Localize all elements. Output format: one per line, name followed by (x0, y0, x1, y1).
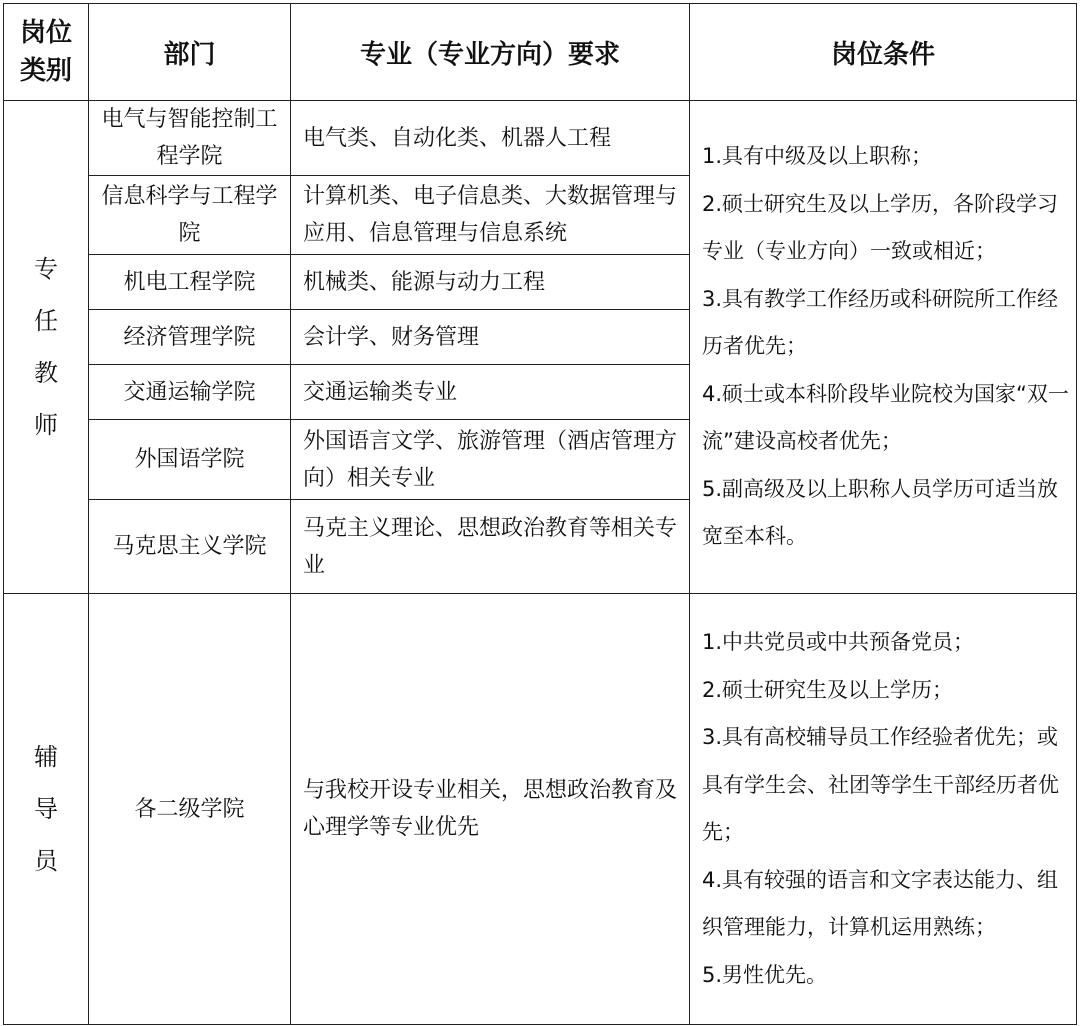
condition-item: 4.硕士或本科阶段毕业院校为国家“双一流”建设高校者优先； (702, 381, 1069, 454)
major-cell: 与我校开设专业相关，思想政治教育及心理学等专业优先 (291, 594, 690, 1025)
category-cell: 专任教师 (4, 101, 89, 594)
condition-item: 1.中共党员或中共预备党员； (702, 630, 975, 654)
header-condition: 岗位条件 (690, 4, 1077, 101)
recruitment-table (3, 3, 1077, 1025)
major-cell: 会计学、财务管理 (291, 310, 690, 365)
dept-cell: 外国语学院 (89, 420, 291, 500)
condition-cell (690, 101, 1077, 594)
major-cell: 马克主义理论、思想政治教育等相关专业 (291, 500, 690, 594)
table-row (4, 101, 1077, 176)
condition-item: 1.具有中级及以上职称； (702, 144, 933, 169)
condition-item: 2.硕士研究生及以上学历； (702, 677, 954, 702)
dept-cell: 经济管理学院 (89, 310, 291, 365)
condition-item: 5.副高级及以上职称人员学历可适当放宽至本科。 (702, 476, 1059, 549)
dept-cell: 电气与智能控制工程学院 (89, 101, 291, 176)
dept-cell: 机电工程学院 (89, 255, 291, 310)
header-major: 专业（专业方向）要求 (291, 4, 690, 101)
dept-cell: 各二级学院 (89, 594, 291, 1025)
major-cell: 机械类、能源与动力工程 (291, 255, 690, 310)
condition-item: 3.具有教学工作经历或科研院所工作经历者优先； (702, 286, 1059, 359)
header-dept: 部门 (89, 4, 291, 101)
major-cell: 计算机类、电子信息类、大数据管理与应用、信息管理与信息系统 (291, 176, 690, 255)
condition-item: 3.具有高校辅导员工作经验者优先；或具有学生会、社团等学生干部经历者优先； (702, 725, 1059, 844)
dept-cell: 交通运输学院 (89, 365, 291, 420)
header-category: 岗位类别 (4, 4, 89, 101)
category-cell: 辅导员 (4, 594, 89, 1025)
condition-cell (690, 594, 1077, 1025)
condition-item: 5.男性优先。 (702, 962, 828, 987)
major-cell: 交通运输类专业 (291, 365, 690, 420)
dept-cell: 马克思主义学院 (89, 500, 291, 594)
dept-cell: 信息科学与工程学院 (89, 176, 291, 255)
major-cell: 外国语言文学、旅游管理（酒店管理方向）相关专业 (291, 420, 690, 500)
condition-item: 4.具有较强的语言和文字表达能力、组织管理能力，计算机运用熟练； (702, 867, 1059, 939)
condition-item: 2.硕士研究生及以上学历，各阶段学习专业（专业方向）一致或相近； (702, 191, 1059, 264)
header-row (4, 4, 1077, 101)
table-row (4, 594, 1077, 1025)
major-cell: 电气类、自动化类、机器人工程 (291, 101, 690, 176)
